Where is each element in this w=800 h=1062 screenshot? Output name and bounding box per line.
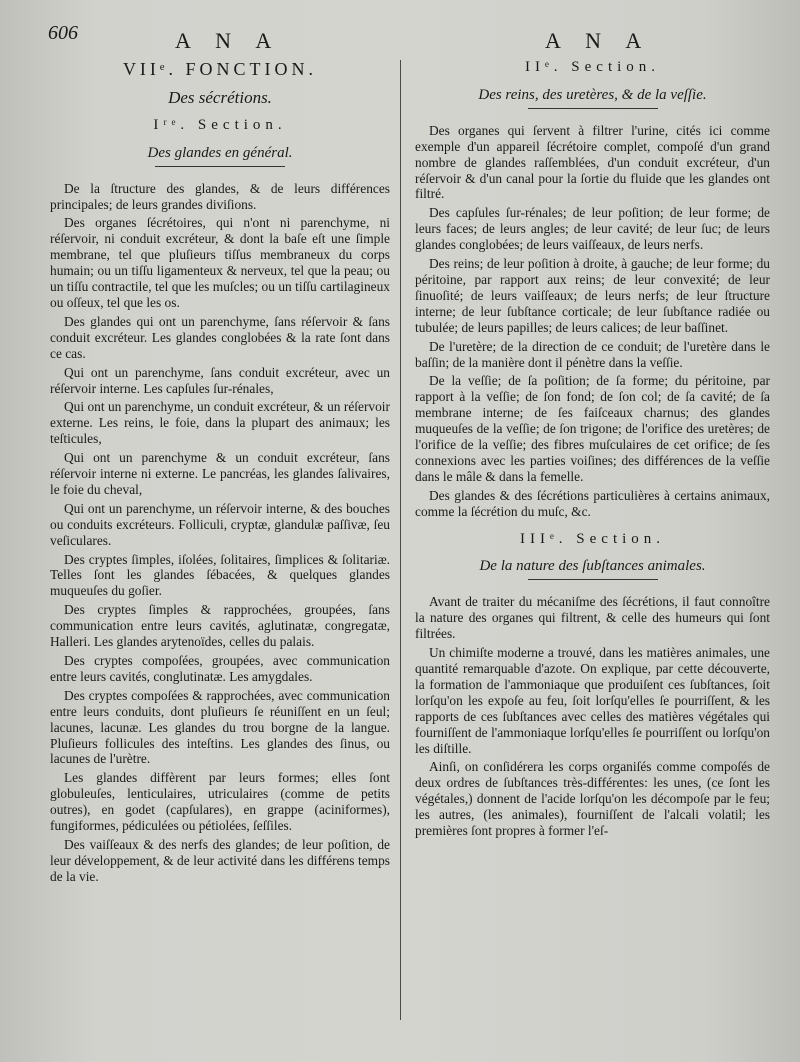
paragraph: Des organes qui ſervent à filtrer l'urine, cités ici comme exemple d'un appareil ſécrétoire complet, compoſé d'un grand nombre de glandes raſſemblées, d'un conduit excréteur, d'un réſervoir & d'un canal pour la ſortie du fluide que les glandes ont filtré. bbox=[415, 122, 770, 202]
section-subtitle: Des glandes en général. bbox=[147, 144, 293, 161]
paragraph: Des cryptes ſimples, iſolées, ſolitaires, ſimplices & ſolitariæ. Telles ſont les glandes ſébacées, & quelques glandes muqueuſes du goſier. bbox=[50, 551, 390, 599]
right-paragraphs-1 bbox=[415, 123, 770, 520]
paragraph: Des organes ſécrétoires, qui n'ont ni parenchyme, ni réſervoir, ni conduit excréteur, & dont la baſe eſt une ſimple membrane, tel que pluſieurs tiſſus membraneux du corps humain; ou un tiſſu ligamenteux & nerveux, tel que la peau; ou un tiſſu contractile, tel que les muſcles; ou un tiſſu cartilagineux ou oſſeux, tel que les os. bbox=[50, 215, 390, 310]
page-number: 606 bbox=[48, 22, 78, 44]
paragraph: Des glandes & des ſécrétions particulières à certains animaux, comme la ſécrétion du muſc, &c. bbox=[415, 487, 770, 519]
paragraph: Qui ont un parenchyme, ſans conduit excréteur, avec un réſervoir interne. Les capſules ſur-rénales, bbox=[50, 364, 390, 396]
paragraph: Un chimiſte moderne a trouvé, dans les matières animales, une quantité remarquable d'azote. On explique, par cette découverte, la formation de l'ammoniaque que produiſent ces ſubſtances, ſoit lorſqu'on les expoſe au feu, ſoit lorſqu'elles ſe pourriſſent, & les rapports de ces ſubſtances avec celles des matières végétales qui fourniſſent de l'ammoniaque lorſqu'elles ſe pourriſſent ou lorſqu'on les diſtille. bbox=[415, 645, 770, 756]
section-subtitle: Des reins, des uretères, & de la veſſie. bbox=[478, 86, 707, 103]
paragraph: Des cryptes ſimples & rapprochées, groupées, ſans communication entre leurs cavités, aglutinatæ, congregatæ, Halleri. Les glandes arytenoïdes, celles du palais. bbox=[50, 602, 390, 650]
paragraph: Ainſi, on conſidérera les corps organiſés comme compoſés de deux ordres de ſubſtances très-différentes: les unes, (ce ſont les végétales,) donnent de l'acide lorſqu'on les décompoſe par le feu; les autres, (les animales), fourniſſent de l'alcali volatil; les premières ſont propres à former l'eſ- bbox=[415, 759, 770, 839]
right-column bbox=[415, 60, 770, 842]
subtitle-rule bbox=[528, 579, 658, 580]
paragraph: Des capſules ſur-rénales; de leur poſition; de leur forme; de leurs faces; de leurs angles; de leur cavité; de leur ſuc; de leurs glandes conglobées; de leurs vaiſſeaux, de leurs nerfs. bbox=[415, 205, 770, 253]
left-paragraphs bbox=[50, 181, 390, 885]
paragraph: Qui ont un parenchyme & un conduit excréteur, ſans réſervoir interne ni externe. Le pancréas, les glandes ſalivaires, le foie du cheval, bbox=[50, 450, 390, 497]
paragraph: Des glandes qui ont un parenchyme, ſans réſervoir & ſans conduit excréteur. Les glandes conglobées & la rate ſont dans ce cas. bbox=[50, 313, 390, 361]
paragraph: De la veſſie; de ſa poſition; de ſa forme; du péritoine, par rapport à la veſſie; de ſon fond; de ſon col; de ſa cavité; de ſa membrane interne; de ſes faiſceaux charnus; des glandes muqueuſes de la veſſie; de ſon trigone; de l'orifice des uretères; de l'orifice de la veſſie; des fibres muſculaires de cet orifice; de ſes connexions avec les parties voiſines; des différences de la veſſie dans le mâle & dans la femelle. bbox=[415, 373, 770, 484]
chapter-title: Des sécrétions. bbox=[168, 87, 272, 107]
paragraph: De la ſtructure des glandes, & de leurs différences principales; de leurs grandes diviſions. bbox=[50, 180, 390, 212]
right-paragraphs-2 bbox=[415, 594, 770, 839]
section-heading: IIIᵉ. Section. bbox=[519, 530, 666, 547]
column-divider bbox=[400, 60, 401, 1020]
paragraph: Des vaiſſeaux & des nerfs des glandes; de leur poſition, de leur développement, & de leur activité dans les différens temps de la vie. bbox=[50, 836, 390, 884]
running-head-left: A N A bbox=[175, 28, 282, 53]
section-subtitle: De la nature des ſubſtances animales. bbox=[479, 558, 706, 575]
section-heading: IIᵉ. Section. bbox=[524, 59, 661, 75]
paragraph: Les glandes diffèrent par leurs formes; elles ſont globuleuſes, lenticulaires, utriculaires (comme de petits outres), en godet (capſulares), en grappe (aciniformes), fungiformes, pédiculées ou pétiolées, ſeſſiles. bbox=[50, 770, 390, 834]
paragraph: Des cryptes compoſées & rapprochées, avec communication entre leurs conduits, dont pluſieurs ſe réuniſſent en un ſeul; lacunes, lacunæ. Les glandes du trou borgne de la langue. Pluſieurs follicules des inteſtins. Les glandes des ſinus, ou lacunes de l'urètre. bbox=[50, 687, 390, 767]
paragraph: Qui ont un parenchyme, un conduit excréteur, & un réſervoir externe. Les reins, le foie, dans la plupart des animaux; les teſticules, bbox=[50, 399, 390, 447]
paragraph: Avant de traiter du mécaniſme des ſécrétions, il faut connoître la nature des organes qui filtrent, & celle des humeurs qui ſont filtrées. bbox=[415, 594, 770, 642]
fonction-heading: VIIᵉ. FONCTION. bbox=[122, 59, 318, 79]
section-heading: Iʳᵉ. Section. bbox=[153, 116, 287, 133]
paragraph: Qui ont un parenchyme, un réſervoir interne, & des bouches ou conduits excréteurs. Folliculi, cryptæ, glandulæ paſſivæ, ſeu veſiculares. bbox=[50, 500, 390, 548]
paragraph: Des reins; de leur poſition à droite, à gauche; de leur forme; du péritoine, par rapport aux reins; de leur convexité; de leur ſinuoſité; de leurs vaiſſeaux; de leurs nerfs; de leur ſtructure interne; de leur ſubſtance corticale; de leur ſubſtance radiée ou tubulée; de leurs papilles; de leurs calices; de leur baſſinet. bbox=[415, 256, 770, 335]
left-column bbox=[50, 60, 390, 888]
paragraph: De l'uretère; de la direction de ce conduit; de l'uretère dans le baſſin; de la manière dont il pénètre dans la veſſie. bbox=[415, 338, 770, 370]
running-head-right: A N A bbox=[545, 28, 652, 53]
paragraph: Des cryptes compoſées, groupées, avec communication entre leurs cavités, conglutinatæ. Les amygdales. bbox=[50, 653, 390, 684]
subtitle-rule bbox=[528, 108, 658, 109]
subtitle-rule bbox=[155, 166, 285, 167]
